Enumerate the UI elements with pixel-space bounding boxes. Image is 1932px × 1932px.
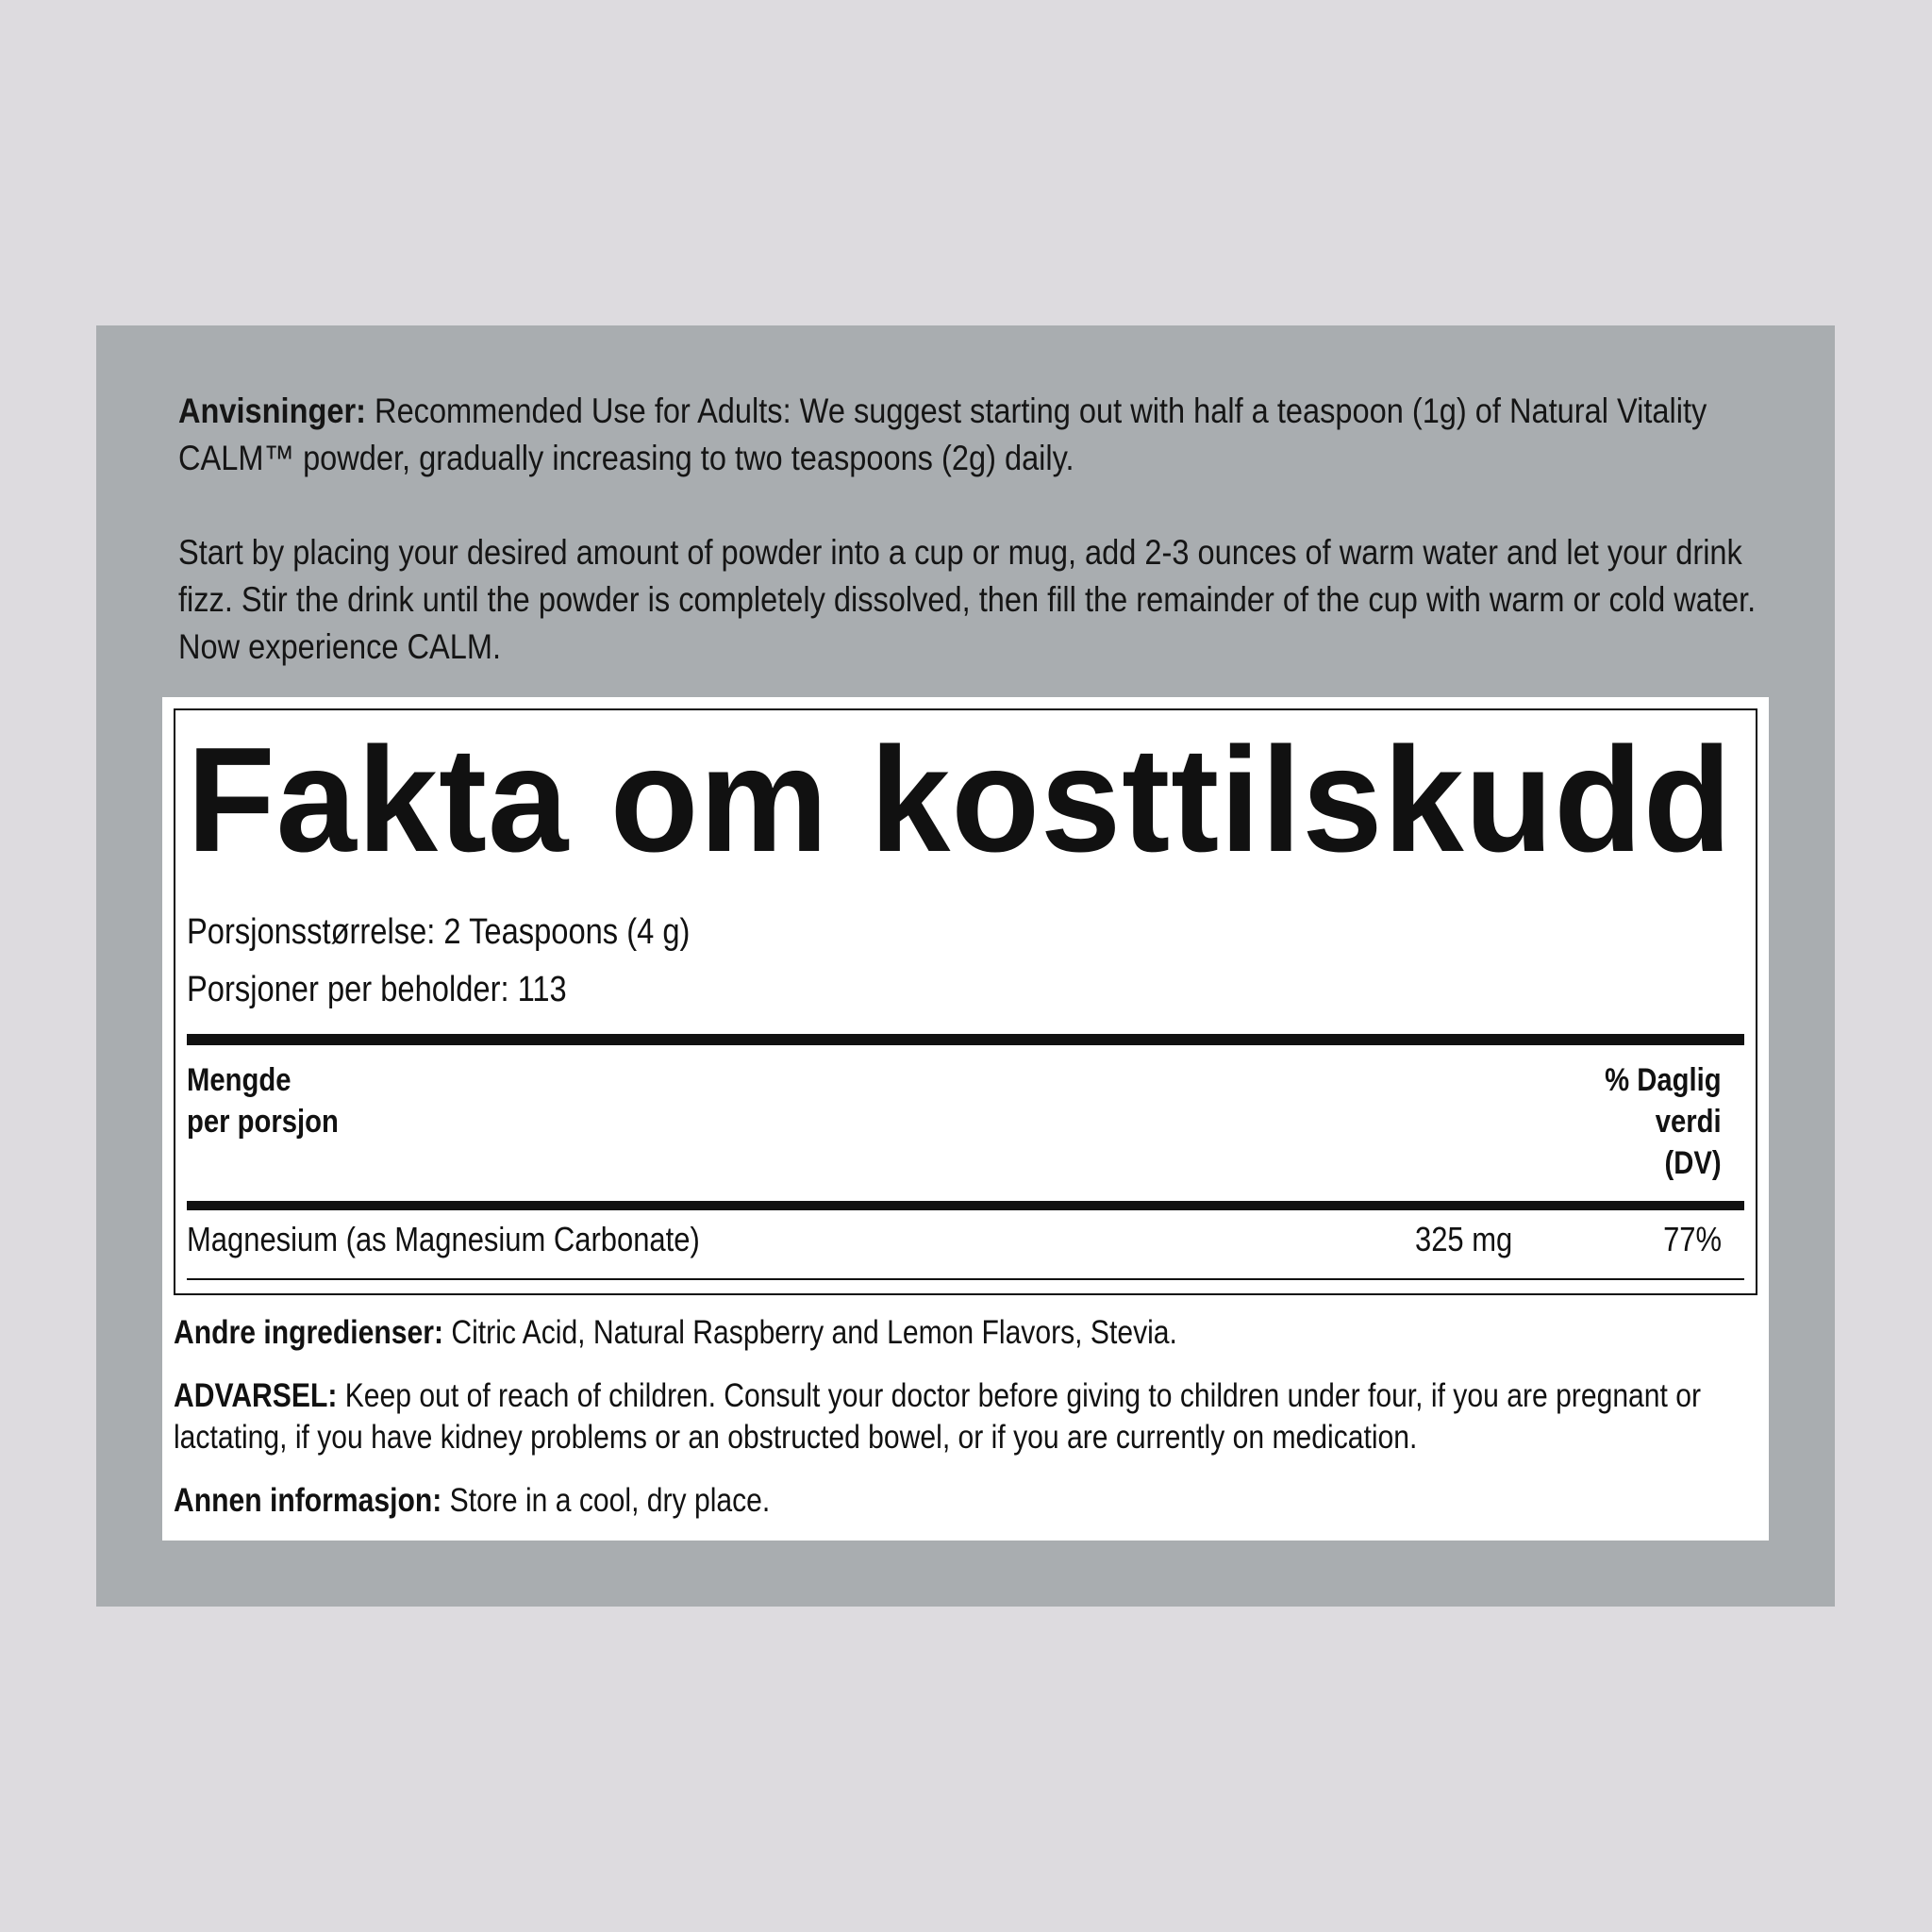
other-ingredients — [174, 1312, 1756, 1354]
supplement-facts-card — [162, 697, 1769, 1541]
amount-header-line-1: Mengde — [187, 1062, 291, 1098]
warning-text: Keep out of reach of children. Consult your doctor before giving to children under four, if you are pregnant or lactating, if you have kidney problems or an obstructed bowel, or if you are currently on medication. — [174, 1377, 1702, 1456]
amount-header-line-2: per porsjon — [187, 1104, 339, 1140]
thick-divider — [187, 1201, 1744, 1210]
other-ingredients-text: Citric Acid, Natural Raspberry and Lemon Flavors, Stevia. — [443, 1314, 1177, 1351]
daily-value-header — [1586, 1059, 1722, 1184]
directions-paragraph-1 — [178, 388, 1764, 482]
dv-header-line-2: verdi — [1656, 1104, 1722, 1140]
servings-per-container — [187, 970, 628, 1010]
nutrient-name — [187, 1220, 783, 1259]
other-information — [174, 1480, 1756, 1522]
directions — [178, 388, 1764, 671]
nutrient-name-text: Magnesium (as Magnesium Carbonate) — [187, 1220, 700, 1258]
warning-label: ADVARSEL: — [174, 1377, 338, 1414]
warning — [174, 1375, 1756, 1458]
servings-per-container-text: Porsjoner per beholder: 113 — [187, 970, 567, 1009]
supplement-facts-box — [174, 708, 1757, 1295]
serving-size-text: Porsjonsstørrelse: 2 Teaspoons (4 g) — [187, 912, 691, 952]
dv-header-line-3: (DV) — [1664, 1145, 1722, 1181]
other-ingredients-label: Andre ingredienser: — [174, 1314, 444, 1351]
nutrient-amount-text: 325 mg — [1415, 1220, 1513, 1258]
nutrient-daily-value — [1654, 1220, 1722, 1259]
thick-divider — [187, 1034, 1744, 1045]
nutrient-amount — [1415, 1220, 1528, 1259]
amount-per-serving-header — [187, 1059, 363, 1142]
other-information-label: Annen informasjon: — [174, 1482, 442, 1519]
directions-paragraph-2: Start by placing your desired amount of powder into a cup or mug, add 2-3 ounces of warm water and let your drink fizz. Stir the drink until the powder is completely dissolved, then fill the remainder of the cup with warm or cold water. Now experience CALM. — [178, 533, 1757, 666]
directions-label: Anvisninger: — [178, 391, 367, 430]
dv-header-line-1: % Daglig — [1605, 1062, 1722, 1098]
nutrient-daily-value-text: 77% — [1663, 1220, 1722, 1258]
facts-title: Fakta om kosttilskudd — [187, 717, 1733, 883]
other-information-text: Store in a cool, dry place. — [441, 1482, 771, 1519]
thin-divider — [187, 1278, 1744, 1280]
serving-size — [187, 912, 772, 953]
directions-text: Recommended Use for Adults: We suggest starting out with half a teaspoon (1g) of Natural Vitality CALM™ powder, gradually increasing to two teaspoons (2g) daily. — [178, 391, 1707, 477]
label-panel — [96, 325, 1835, 1607]
